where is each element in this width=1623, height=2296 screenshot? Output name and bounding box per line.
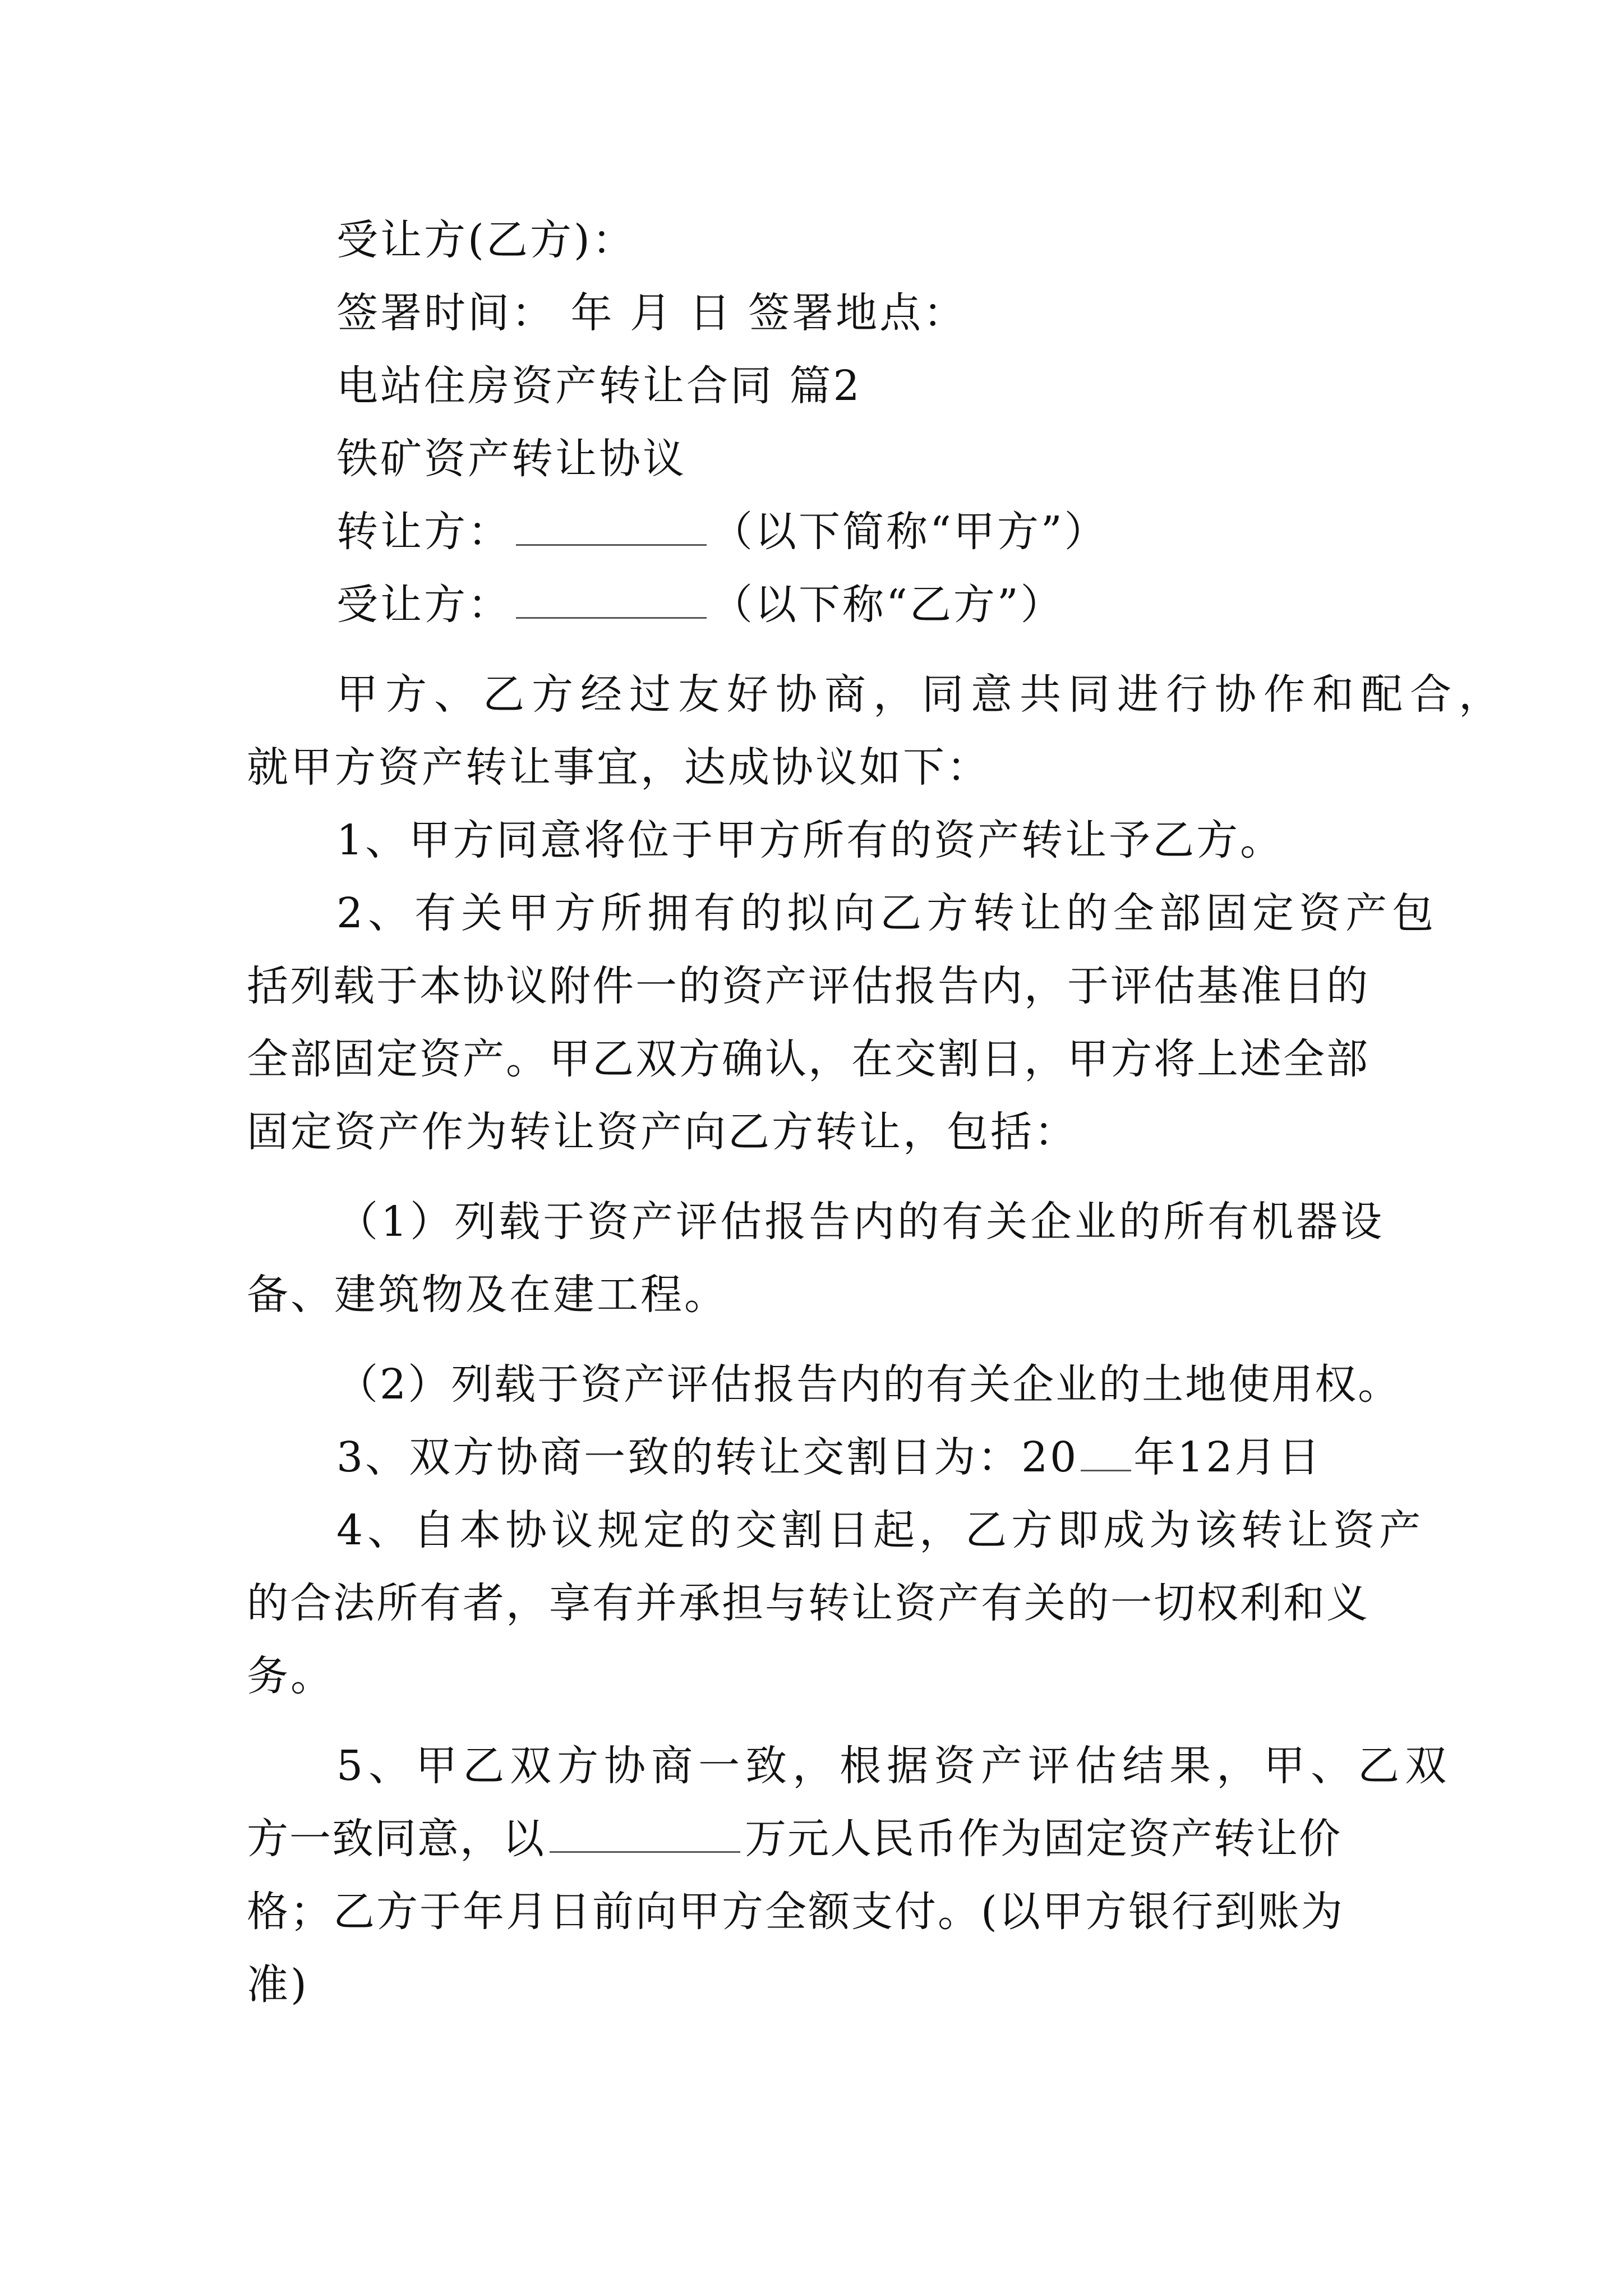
clause-5-line-1: 5、甲乙双方协商一致，根据资产评估结果，甲、乙双 (336, 1742, 1453, 1790)
transferor-label: 转让方： (336, 508, 511, 556)
transferee-label: 受让方： (336, 581, 511, 629)
clause-5-price-blank (550, 1816, 740, 1853)
clause-5-line-3: 格；乙方于年月日前向甲方全额支付。(以甲方银行到账为 (247, 1888, 1344, 1936)
clause-3-year-blank (1081, 1435, 1131, 1471)
body-line-1: 甲方、乙方经过友好协商，同意共同进行协作和配合， (336, 670, 1507, 719)
clause-2-line-3: 全部固定资产。甲乙双方确认，在交割日，甲方将上述全部 (247, 1035, 1370, 1083)
clause-2-line-4: 固定资产作为转让资产向乙方转让，包括： (247, 1108, 1078, 1156)
clause-3-suffix: 年12月日 (1133, 1433, 1322, 1481)
clause-5-line-2 (247, 1811, 1341, 1867)
transferor-blank (516, 509, 707, 546)
clause-2-line-2: 括列载于本协议附件一的资产评估报告内，于评估基准日的 (247, 962, 1370, 1010)
clause-1: 1、甲方同意将位于甲方所有的资产转让予乙方。 (336, 816, 1284, 864)
clause-4-line-1: 4、自本协议规定的交割日起，乙方即成为该转让资产 (336, 1506, 1426, 1554)
clause-4-line-3: 务。 (247, 1652, 334, 1700)
signing-time-place: 签署时间： 年 月 日 签署地点： (336, 289, 967, 337)
clause-2-line-1: 2、有关甲方所拥有的拟向乙方转让的全部固定资产包 (336, 889, 1439, 937)
transferor-line (336, 504, 1108, 560)
clause-5-prefix: 方一致同意，以 (247, 1815, 545, 1863)
transferor-suffix: （以下简称“甲方”） (711, 508, 1108, 556)
clause-4-line-2: 的合法所有者，享有并承担与转让资产有关的一切权利和义 (247, 1579, 1370, 1627)
agreement-title: 铁矿资产转让协议 (336, 435, 686, 483)
clause-2-item-1-line-2: 备、建筑物及在建工程。 (247, 1271, 728, 1319)
clause-5-line-4: 准) (247, 1961, 309, 2009)
transferee-line (336, 577, 1064, 633)
clause-3-prefix: 3、双方协商一致的转让交割日为：20 (336, 1433, 1079, 1481)
clause-3 (336, 1429, 1322, 1485)
transferee-blank (516, 582, 707, 619)
clause-2-item-1-line-1: （1）列载于资产评估报告内的有关企业的所有机器设 (336, 1198, 1385, 1246)
clause-2-item-2: （2）列载于资产评估报告内的有关企业的土地使用权。 (336, 1360, 1401, 1409)
body-line-2: 就甲方资产转让事宜，达成协议如下： (247, 743, 990, 792)
transferee-suffix: （以下称“乙方”） (711, 581, 1064, 629)
transferee-party-label: 受让方(乙方)： (336, 216, 636, 264)
section-title: 电站住房资产转让合同 篇2 (336, 362, 862, 410)
clause-5-suffix: 万元人民币作为固定资产转让价 (745, 1815, 1341, 1863)
